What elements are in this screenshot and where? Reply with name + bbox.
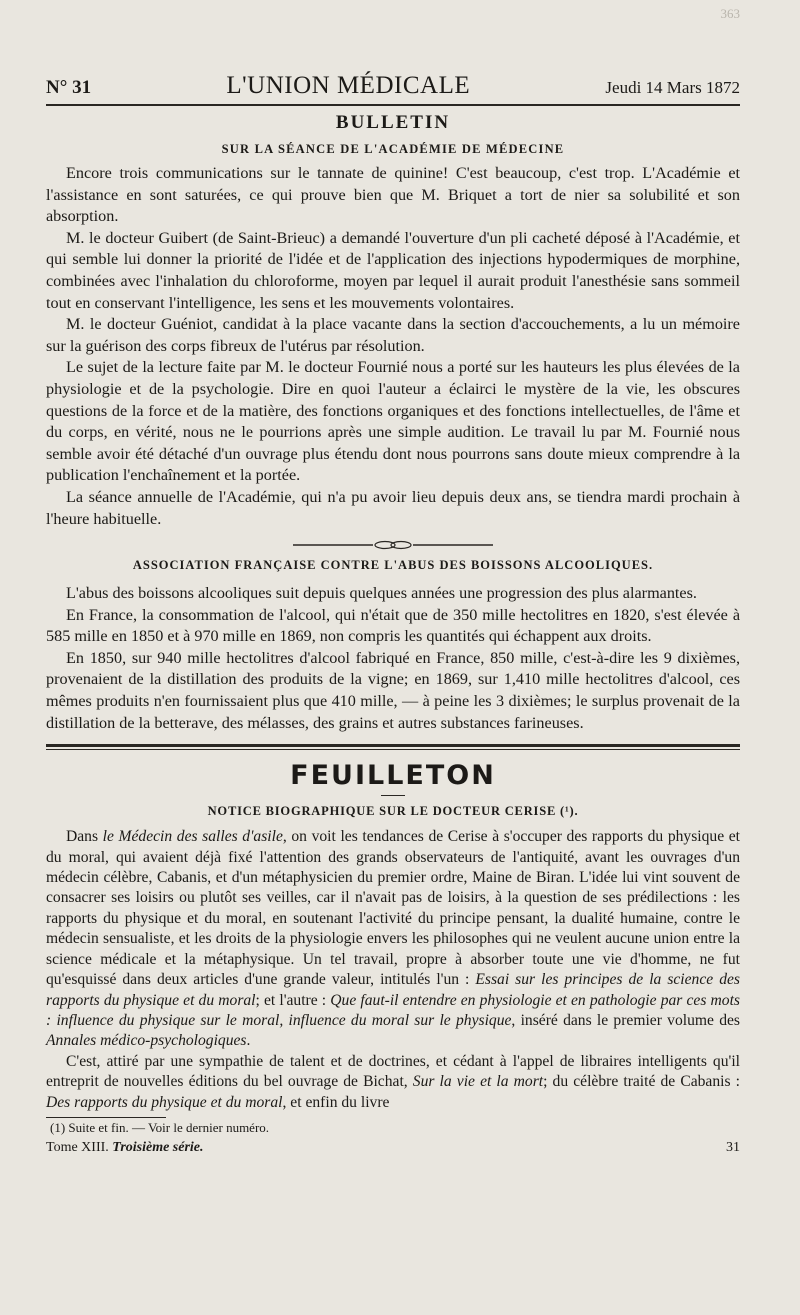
footer-page-number: 31 — [726, 1139, 740, 1155]
feuilleton-body — [46, 827, 740, 1113]
feuilleton-paragraph: Dans le Médecin des salles d'asile, on voit les tendances de Cerise à s'occuper des rapports du physique et du moral, qui avaient déjà fixé l'attention des grands observateurs de l'antiquité, avant les ouvrages d'un médecin célèbre, Cabanis, et d'un métaphysicien du premier ordre, Maine de Biran. L'idée lui vint souvent de consacrer ses loisirs ou plutôt ses veilles, car il n'avait pas de loisirs, à la question de ses prédilections : les rapports du physique et du moral, en soutenant l'activité du principe pensant, la dualité humaine, contre le médecin sensualiste, et les droits de la physiologie envers les philosophes qui ne veulent aucune union entre la science médicale et la métaphysique. Un tel travail, propre à absorber toute une vie d'homme, ne fut qu'esquissé dans deux articles d'une grande valeur, intitulés l'un : Essai sur les principes de la science des rapports du physique et du moral; et l'autre : Que faut-il entendre en physiologie et en pathologie par ces mots : influence du physique sur le moral, influence du moral sur le physique, inséré dans le premier volume des Annales médico-psychologiques. — [46, 828, 740, 1050]
association-paragraph: En France, la consommation de l'alcool, qui n'était que de 350 mille hectolitres en 1820, s'est élevée à 585 mille en 1850 et à 970 mille en 1869, non compris les quantités qui échappent aux droits. — [46, 605, 740, 646]
journal-header — [46, 72, 740, 100]
footer-volume: Tome XIII. Troisième série. — [46, 1139, 204, 1155]
faded-page-number: 363 — [720, 6, 740, 21]
feuilleton-rule — [46, 744, 740, 747]
issue-number: N° 31 — [46, 77, 92, 98]
association-body — [46, 583, 740, 734]
association-title: ASSOCIATION FRANÇAISE CONTRE L'ABUS DES BOISSONS ALCOOLIQUES. — [132, 558, 654, 573]
issue-date: Jeudi 14 Mars 1872 — [605, 78, 740, 97]
association-paragraph: En 1850, sur 940 mille hectolitres d'alcool fabriqué en France, 850 mille, c'est-à-dire les 9 dixièmes, provenaient de la distillation des produits de la vigne; en 1869, sur 1,410 mille hectolitres d'alcool, ces mêmes produits n'en fournissaient plus que 410 mille, — à peine les 3 dixièmes; le surplus provenait de la distillation de la betterave, des mélasses, des grains et autres substances farineuses. — [46, 648, 740, 732]
notice-title: NOTICE BIOGRAPHIQUE SUR LE DOCTEUR CERISE (¹). — [207, 804, 579, 819]
feuilleton-rule-thin — [46, 749, 740, 750]
header-rule — [46, 104, 740, 106]
bulletin-body — [46, 163, 740, 530]
footnote: (1) Suite et fin. — Voir le dernier numéro. — [50, 1119, 270, 1135]
page-footer — [46, 1140, 740, 1156]
short-divider — [381, 795, 405, 796]
footnote-rule — [46, 1117, 166, 1118]
bulletin-paragraph: La séance annuelle de l'Académie, qui n'a pu avoir lieu depuis deux ans, se tiendra mardi prochain à l'heure habituelle. — [46, 487, 740, 528]
ornament-divider — [46, 540, 740, 550]
feuilleton-paragraph: C'est, attiré par une sympathie de talent et de doctrines, et cédant à l'appel de libraires intelligents qu'il entreprit de nouvelles éditions du bel ouvrage de Bichat, Sur la vie et la mort; du célèbre traité de Cabanis : Des rapports du physique et du moral, et enfin du livre — [46, 1052, 740, 1111]
bulletin-paragraph: Le sujet de la lecture faite par M. le docteur Fournié nous a porté sur les hauteurs les plus élevées de la physiologie et de la psychologie. Dire en quoi l'auteur a éclairci le mystère de la vie, les obscures questions de la force et de la matière, des fonctions organiques et des fonctions intellectuelles, de l'âme et du corps, en vérité, nous ne le pourrions après une simple audition. Le travail lu par M. Fournié nous semble avoir été détaché d'un ouvrage plus étendu dont nous pourrons sans doute mieux comprendre à la publication l'enchaînement et la portée. — [46, 358, 740, 485]
journal-title: L'UNION MÉDICALE — [226, 72, 471, 99]
ornament-icon — [293, 540, 493, 550]
feuilleton-title: FEUILLETON — [290, 760, 496, 792]
bulletin-subtitle: SUR LA SÉANCE DE L'ACADÉMIE DE MÉDECINE — [221, 142, 565, 156]
association-paragraph: L'abus des boissons alcooliques suit depuis quelques années une progression des plus alarmantes. — [66, 584, 697, 603]
bulletin-paragraph: M. le docteur Guibert (de Saint-Brieuc) a demandé l'ouverture d'un pli cacheté déposé à l'Académie, et qui semble lui donner la priorité de l'idée et de l'application des injections hypodermiques de morphine, combinées avec l'inhalation du chloroforme, moyen par lequel il aurait produit l'anesthésie sans sommeil tout en conservant l'intelligence, les sens et les mouvements volontaires. — [46, 228, 740, 312]
bulletin-paragraph: Encore trois communications sur le tannate de quinine! C'est beaucoup, c'est trop. L'Académie et l'assistance en sont saturées, ce qui prouve bien que M. Briquet a tort de nier sa solubilité et son absorption. — [46, 164, 740, 226]
bulletin-paragraph: M. le docteur Guéniot, candidat à la place vacante dans la section d'accouchements, a lu un mémoire sur la guérison des corps fibreux de l'utérus par résolution. — [46, 315, 740, 355]
bulletin-title: BULLETIN — [335, 112, 451, 133]
